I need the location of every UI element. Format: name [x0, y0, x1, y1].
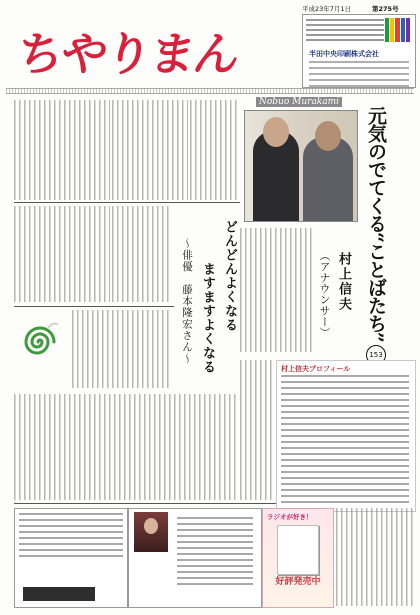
ad-portrait-face — [144, 518, 158, 534]
series-title: 元気のでてくる“ことばたち” — [365, 106, 387, 342]
radio-ad-title: ラジオが好き！ — [267, 513, 313, 521]
speaker-role: （アナウンサー） — [318, 250, 331, 338]
byline: Nobuo Murakami — [256, 97, 342, 107]
publisher-box — [302, 14, 416, 88]
bottom-ad-left — [14, 508, 128, 608]
subhead-main: どんどんよくなる — [222, 220, 237, 332]
ad-logo-block — [23, 587, 95, 601]
ad-middle-text-lines — [173, 513, 257, 585]
article-text-col-7 — [72, 310, 172, 388]
photo-person-left-head — [263, 117, 289, 147]
article-text-col-6 — [240, 228, 314, 352]
column-rule-2 — [14, 306, 174, 307]
interview-photo — [244, 110, 358, 222]
info-strip — [6, 88, 414, 94]
masthead — [0, 0, 420, 92]
article-text-col-5 — [14, 206, 110, 302]
article-text-col-1 — [190, 100, 240, 200]
profile-box — [276, 360, 416, 512]
publisher-stripe-icon — [385, 18, 411, 42]
article-text-col-2 — [112, 100, 188, 200]
newsletter-title-logo: ちやりまん — [13, 27, 242, 81]
publisher-contact-lines — [309, 61, 409, 91]
profile-title: 村上信夫プロフィール — [281, 365, 351, 373]
subhead-second: ますますよくなる — [200, 262, 215, 374]
ad-portrait-photo — [134, 512, 168, 552]
issue-number: 第275号 — [372, 5, 399, 13]
article-text-col-3 — [14, 100, 110, 200]
issue-date: 平成23年7月1日 — [302, 5, 352, 13]
series-number-badge: 153 — [366, 345, 386, 365]
publisher-text-lines — [306, 19, 384, 44]
ad-text-lines — [15, 513, 127, 557]
bottom-right-text — [336, 508, 414, 606]
publisher-name: 半田中央印刷株式会社 — [309, 50, 379, 58]
profile-text-lines — [281, 375, 409, 507]
subhead-credit: 〜俳優 藤本隆宏さん〜 — [181, 238, 193, 365]
photo-person-right-head — [315, 121, 341, 151]
radio-book-ad — [262, 508, 334, 608]
book-cover-image — [277, 525, 319, 575]
radio-ad-tagline: 好評発売中 — [275, 577, 321, 587]
article-text-col-9 — [14, 394, 238, 500]
column-rule-1 — [14, 202, 240, 203]
speaker-name: 村上信夫 — [336, 252, 351, 312]
article-text-col-4 — [112, 206, 172, 302]
article-text-col-8 — [240, 360, 274, 500]
green-swirl-icon — [18, 320, 62, 364]
